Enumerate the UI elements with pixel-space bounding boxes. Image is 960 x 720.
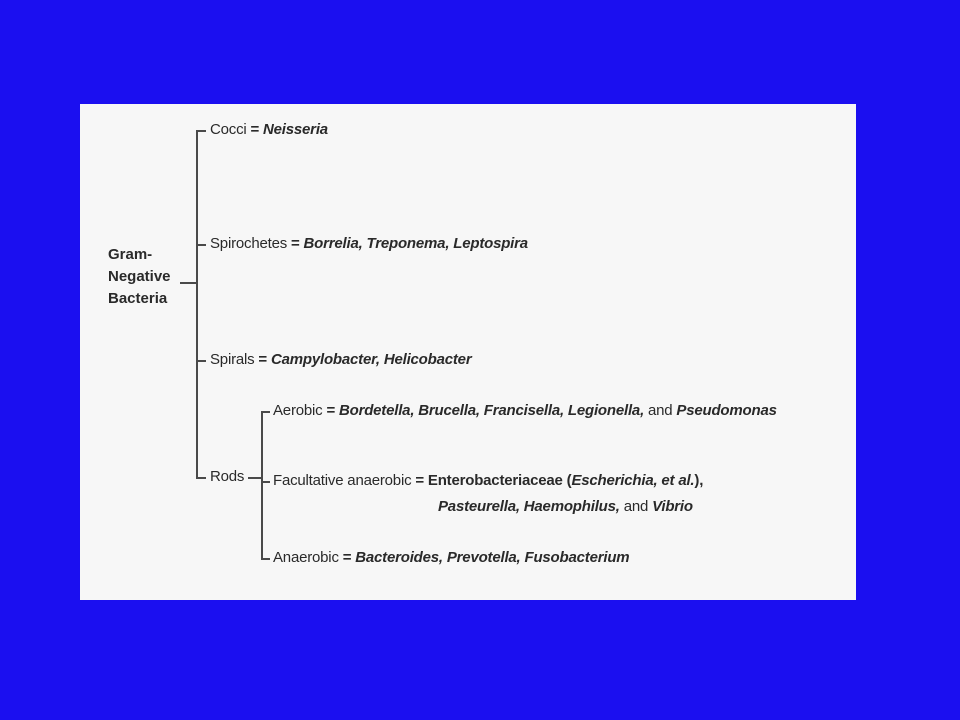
rods-connector [248, 477, 262, 479]
spirals-label: Spirals [210, 351, 255, 368]
cocci-branch-line [196, 130, 206, 132]
branch-spirochetes [210, 235, 528, 253]
spirals-equals: = [258, 351, 267, 368]
branch-rods [210, 468, 244, 486]
anaerobic-label: Anaerobic [273, 549, 339, 566]
facultative-family: Enterobacteriaceae ( [427, 472, 572, 489]
spirochetes-members: Borrelia, Treponema, Leptospira [303, 235, 528, 252]
facultative-equals: = [415, 472, 424, 489]
cocci-members: Neisseria [263, 121, 328, 138]
rods-aerobic [273, 402, 777, 420]
branch-cocci [210, 121, 328, 139]
rods-facultative-anaerobic [273, 472, 703, 490]
spirochetes-branch-line [196, 244, 206, 246]
aerobic-and: and [648, 402, 673, 419]
spirals-members: Campylobacter, Helicobacter [270, 351, 472, 368]
facultative-members: Pasteurella, Haemophilus, [438, 498, 620, 515]
facultative-family-example: Escherichia, et al. [571, 472, 695, 489]
anaerobic-equals: = [342, 549, 352, 566]
root-label-line-1: Gram- [108, 246, 153, 263]
root-label-line-3: Bacteria [108, 290, 168, 307]
rods-branch-line [196, 477, 206, 479]
aerobic-members: Bordetella, Brucella, Francisella, Legionella, [338, 402, 645, 419]
cocci-label: Cocci [210, 121, 247, 138]
cocci-equals: = [250, 121, 260, 138]
anaerobic-members: Bacteroides, Prevotella, Fusobacterium [355, 549, 630, 566]
branch-spirals [210, 351, 471, 369]
rods-sub-bracket-line [261, 411, 263, 559]
aerobic-label: Aerobic [273, 402, 323, 419]
facultative-branch-line [261, 481, 270, 483]
classification-diagram [80, 104, 856, 600]
aerobic-last-member: Pseudomonas [676, 402, 777, 419]
aerobic-branch-line [261, 411, 270, 413]
facultative-last-member: Vibrio [652, 498, 693, 515]
facultative-family-close: ), [694, 472, 704, 489]
facultative-label: Facultative anaerobic [273, 472, 412, 489]
facultative-and: and [623, 498, 649, 515]
spirochetes-label: Spirochetes [210, 235, 288, 252]
anaerobic-branch-line [261, 558, 270, 560]
root-node-gram-negative-bacteria [108, 244, 198, 310]
rods-anaerobic [273, 549, 629, 567]
spirals-branch-line [196, 360, 206, 362]
spirochetes-equals: = [290, 235, 300, 252]
rods-label: Rods [210, 468, 245, 485]
main-bracket-line [196, 130, 198, 478]
root-label-line-2: Negative [108, 268, 171, 285]
rods-facultative-anaerobic-line2 [438, 498, 693, 516]
aerobic-equals: = [326, 402, 335, 419]
